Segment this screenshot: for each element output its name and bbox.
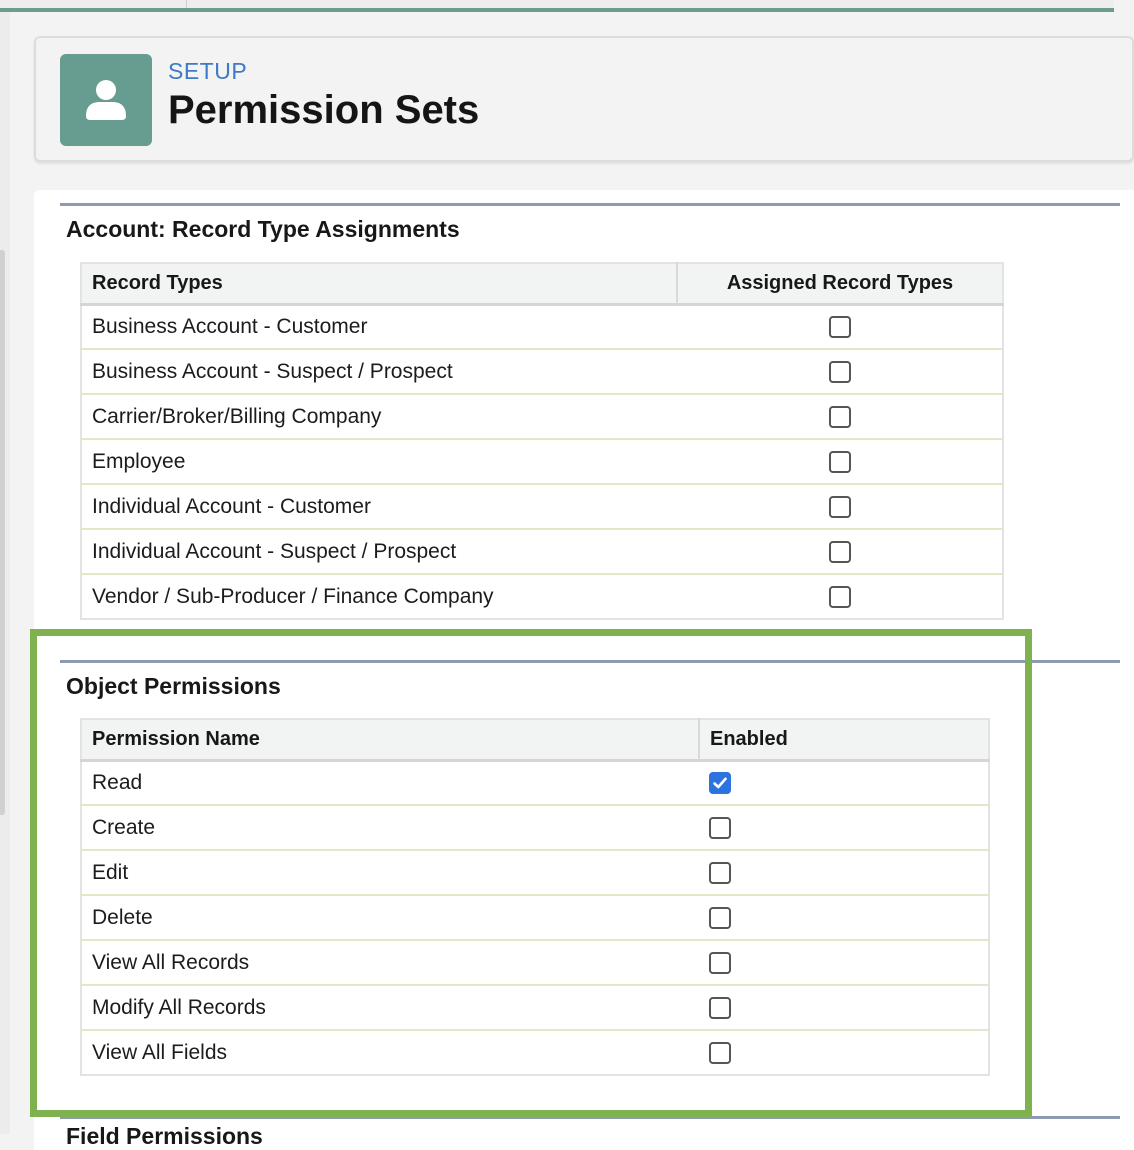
- checkbox[interactable]: [709, 952, 731, 974]
- checkbox[interactable]: [709, 907, 731, 929]
- column-header-record-types: Record Types: [81, 263, 677, 304]
- row-label: Business Account - Suspect / Prospect: [81, 349, 677, 394]
- row-label: Individual Account - Customer: [81, 484, 677, 529]
- field-permissions-section-title: [66, 1124, 263, 1134]
- checkbox-cell: [677, 529, 1003, 574]
- table-row: [81, 394, 1003, 439]
- section-divider-record-types: [60, 203, 1120, 206]
- row-label: Business Account - Customer: [92, 314, 368, 338]
- top-nav-bar: [0, 0, 1114, 12]
- checkbox[interactable]: [709, 862, 731, 884]
- table-row: [81, 760, 989, 805]
- table-header-row: [81, 719, 989, 760]
- checkbox-cell: [699, 985, 989, 1030]
- object-permissions-table: [80, 718, 990, 1076]
- section-divider-field-permissions: [60, 1116, 1120, 1119]
- row-label: View All Fields: [81, 1030, 699, 1075]
- row-label: Modify All Records: [81, 985, 699, 1030]
- object-permissions-body: [81, 760, 989, 1075]
- object-permissions-section-title: Object Permissions: [66, 673, 281, 699]
- checkbox-cell: [699, 760, 989, 805]
- checkbox-checked[interactable]: [709, 772, 731, 794]
- table-row: [81, 529, 1003, 574]
- checkbox[interactable]: [829, 586, 851, 608]
- checkbox-cell: [699, 940, 989, 985]
- table-row: [81, 574, 1003, 619]
- checkbox-cell: [699, 1030, 989, 1075]
- checkbox-cell: [677, 574, 1003, 619]
- column-header-enabled: Enabled: [699, 719, 989, 760]
- row-label: Read: [92, 770, 143, 794]
- user-icon: [60, 54, 152, 146]
- checkbox-cell: [699, 895, 989, 940]
- checkbox[interactable]: [709, 997, 731, 1019]
- row-label: Vendor / Sub-Producer / Finance Company: [81, 574, 677, 619]
- table-row: [81, 1030, 989, 1075]
- checkbox-cell: [699, 850, 989, 895]
- row-label: Edit: [81, 850, 699, 895]
- checkbox-cell: [677, 304, 1003, 349]
- row-label: Employee: [81, 439, 677, 484]
- row-label: Delete: [81, 895, 699, 940]
- setup-breadcrumb[interactable]: SETUP: [168, 58, 248, 84]
- row-label: Create: [81, 805, 699, 850]
- section-divider-object-permissions: [60, 660, 1120, 663]
- table-row: [81, 940, 989, 985]
- page-header: [34, 36, 1134, 162]
- checkbox-cell: [677, 439, 1003, 484]
- checkbox[interactable]: [829, 451, 851, 473]
- checkbox[interactable]: [829, 541, 851, 563]
- row-label: View All Records: [81, 940, 699, 985]
- table-row: [81, 439, 1003, 484]
- checkmark-icon: [712, 775, 728, 791]
- sidebar-resize-handle[interactable]: [0, 250, 5, 815]
- table-row: [81, 895, 989, 940]
- checkbox-cell: [677, 484, 1003, 529]
- table-row: [81, 304, 1003, 349]
- column-header-assigned: Assigned Record Types: [677, 263, 1003, 304]
- table-row: [81, 985, 989, 1030]
- table-row: [81, 805, 989, 850]
- checkbox-cell: [677, 394, 1003, 439]
- checkbox[interactable]: [829, 316, 851, 338]
- column-header-permission-name: Permission Name: [81, 719, 699, 760]
- table-row: [81, 850, 989, 895]
- checkbox-cell: [677, 349, 1003, 394]
- checkbox[interactable]: [709, 1042, 731, 1064]
- checkbox[interactable]: [709, 817, 731, 839]
- table-header-row: [81, 263, 1003, 304]
- record-types-body: [81, 304, 1003, 619]
- tab-divider: [186, 0, 187, 8]
- checkbox-cell: [699, 805, 989, 850]
- row-label: Carrier/Broker/Billing Company: [81, 394, 677, 439]
- record-types-table: [80, 262, 1004, 620]
- checkbox[interactable]: [829, 406, 851, 428]
- record-types-section-title: Account: Record Type Assignments: [66, 216, 460, 242]
- checkbox[interactable]: [829, 496, 851, 518]
- table-row: [81, 484, 1003, 529]
- page-title: Permission Sets: [168, 88, 480, 132]
- checkbox[interactable]: [829, 361, 851, 383]
- row-label: Individual Account - Suspect / Prospect: [81, 529, 677, 574]
- table-row: [81, 349, 1003, 394]
